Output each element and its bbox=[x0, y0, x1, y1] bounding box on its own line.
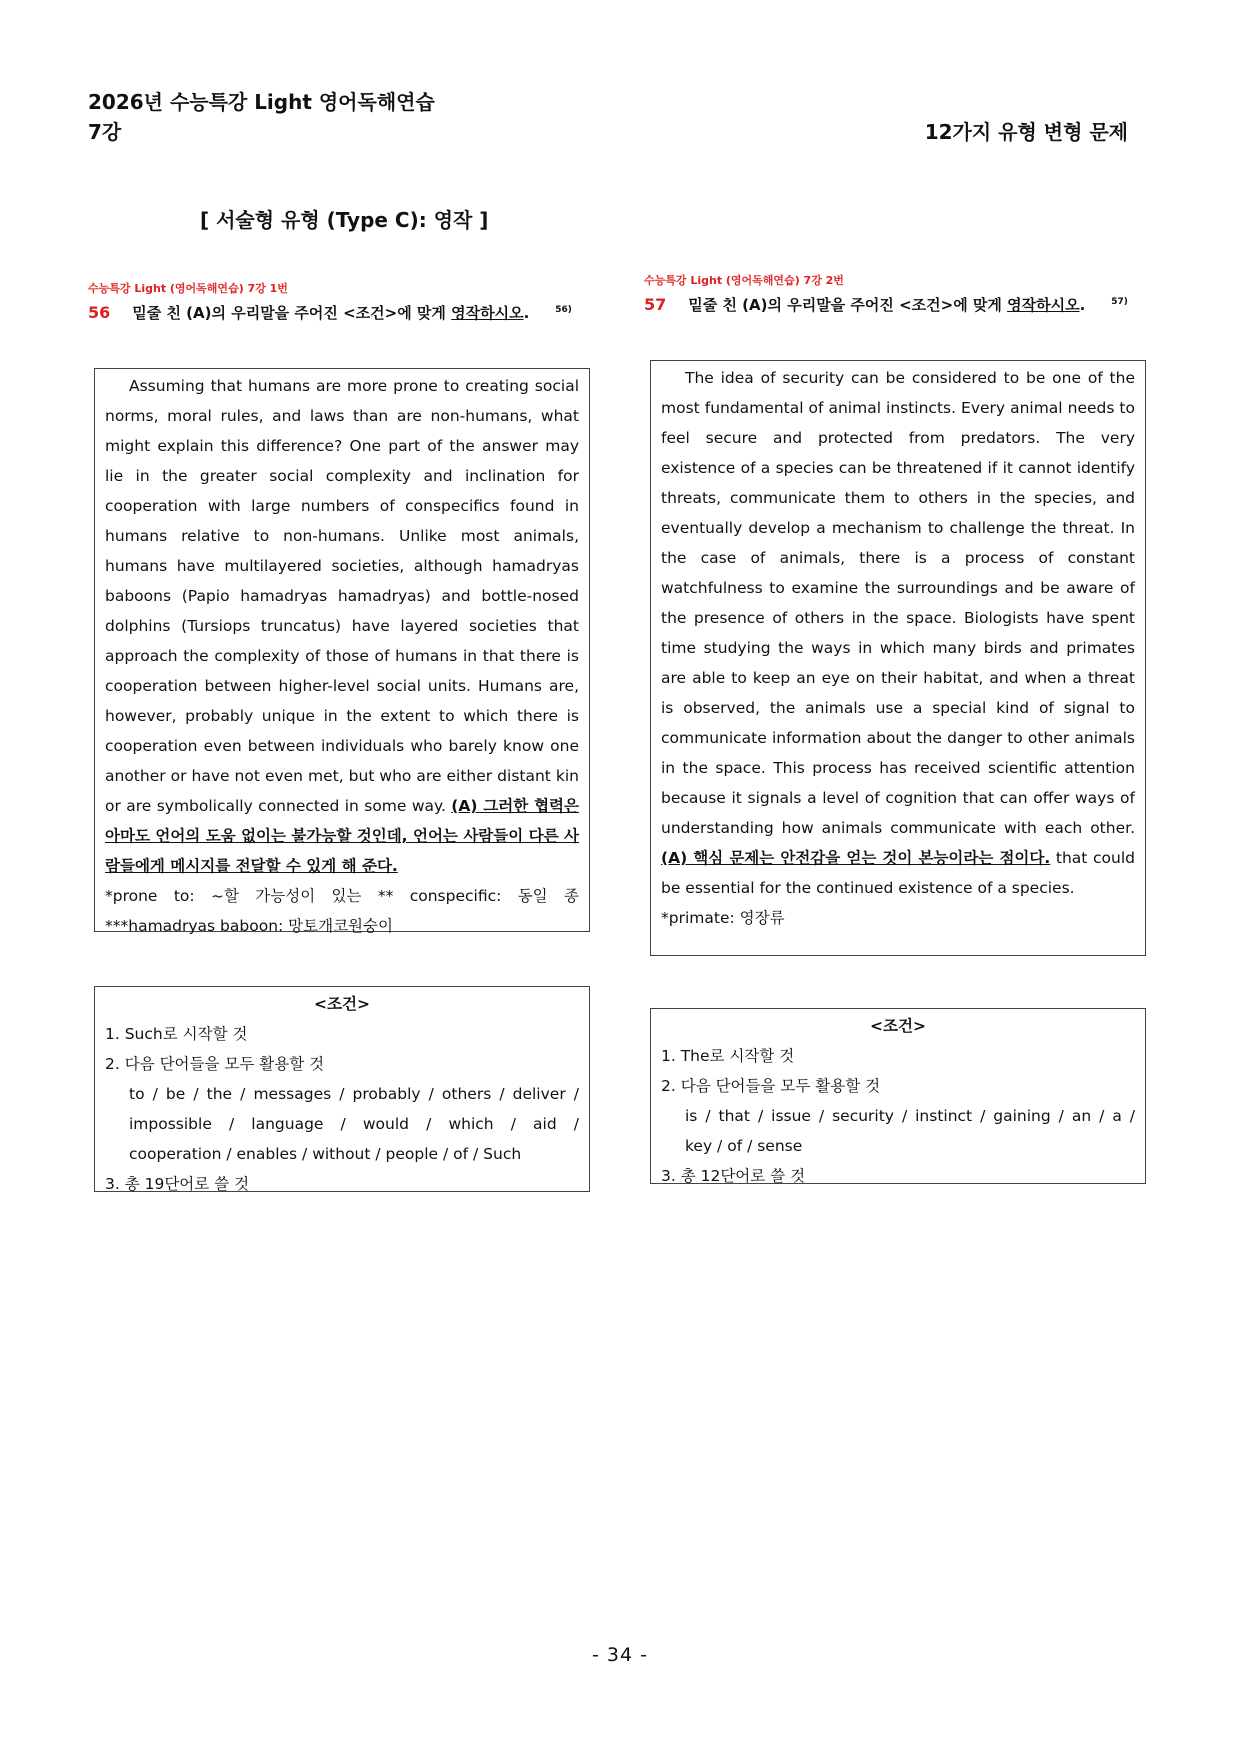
q57-condition-3: 3. 총 12단어로 쓸 것 bbox=[661, 1167, 806, 1185]
q56-word-list-3: cooperation / enables / without / people / of / Such bbox=[129, 1145, 522, 1163]
q56-instruction-underlined: 영작하시오 bbox=[451, 304, 524, 322]
q56-number: 56 bbox=[88, 303, 111, 322]
q56-passage-box bbox=[94, 368, 590, 935]
q56-gloss-2: ***hamadryas baboon: 망토개코원숭이 bbox=[105, 917, 393, 935]
q57-instruction-text: 밑줄 친 (A)의 우리말을 주어진 <조건>에 맞게 bbox=[688, 296, 1008, 314]
q57-instruction-underlined: 영작하시오 bbox=[1007, 296, 1080, 314]
page-number: - 34 - bbox=[592, 1644, 648, 1666]
q57-passage-underlined: (A) 핵심 문제는 안전감을 얻는 것이 본능이라는 점이다. bbox=[661, 849, 1051, 867]
q57-instruction-end: . bbox=[1079, 296, 1086, 314]
q56-footnote: 56) bbox=[555, 305, 572, 315]
q56-conditions-box bbox=[94, 986, 590, 1192]
q56-conditions-title: <조건> bbox=[314, 995, 370, 1013]
q56-instruction bbox=[88, 302, 572, 323]
q57-gloss-1: *primate: 영장류 bbox=[661, 909, 785, 927]
q56-instruction-text: 밑줄 친 (A)의 우리말을 주어진 <조건>에 맞게 bbox=[132, 304, 452, 322]
q57-conditions-title: <조건> bbox=[870, 1017, 926, 1035]
document-subtitle: 12가지 유형 변형 문제 bbox=[924, 120, 1128, 144]
q56-word-list-2: impossible / language / would / which / aid / bbox=[129, 1115, 579, 1133]
q57-passage-box bbox=[650, 360, 1146, 956]
document-title: 2026년 수능특강 Light 영어독해연습 bbox=[88, 90, 435, 114]
q57-instruction bbox=[644, 294, 1128, 315]
lesson-number: 7강 bbox=[88, 120, 122, 144]
q56-source: 수능특강 Light (영어독해연습) 7강 1번 bbox=[88, 282, 288, 295]
q57-condition-2: 2. 다음 단어들을 모두 활용할 것 bbox=[661, 1077, 881, 1095]
q57-condition-1: 1. The로 시작할 것 bbox=[661, 1047, 795, 1065]
q57-footnote: 57) bbox=[1111, 297, 1128, 307]
q56-word-list-1: to / be / the / messages / probably / others / deliver / bbox=[129, 1085, 579, 1103]
q56-gloss-1: *prone to: ~할 가능성이 있는 ** conspecific: 동일 종 bbox=[105, 887, 579, 905]
q57-source: 수능특강 Light (영어독해연습) 7강 2번 bbox=[644, 274, 844, 287]
q56-instruction-end: . bbox=[523, 304, 530, 322]
q57-passage-tail: that could be essential for the continued existence of a species. bbox=[661, 849, 1135, 897]
q57-passage-text: The idea of security can be considered to be one of the most fundamental of animal instincts. Every animal needs to feel secure and protected from predators. The very existence of a species can be threatened if it cannot identify threats, communicate them to others in the species, and eventually develop a mechanism to challenge the threat. In the case of animals, there is a process of constant watchfulness to examine the surroundings and be aware of the presence of others in the space. Biologists have spent time studying the ways in which many birds and primates are able to keep an eye on their habitat, and when a threat is observed, the animals use a special kind of signal to communicate information about the danger to other animals in the space. This process has received scientific attention because it signals a level of cognition that can offer ways of understanding how animals communicate with each other. bbox=[661, 369, 1135, 837]
q57-word-list-1: is / that / issue / security / instinct / gaining / an / a / bbox=[685, 1107, 1135, 1125]
q57-conditions-box bbox=[650, 1008, 1146, 1184]
section-title: [ 서술형 유형 (Type C): 영작 ] bbox=[200, 208, 489, 232]
q56-condition-1: 1. Such로 시작할 것 bbox=[105, 1025, 248, 1043]
q56-passage-underlined: (A) 그러한 협력은 아마도 언어의 도움 없이는 불가능할 것인데, 언어는 사람들이 다른 사람들에게 메시지를 전달할 수 있게 해 준다. bbox=[105, 797, 579, 875]
q57-word-list-2: key / of / sense bbox=[685, 1137, 803, 1155]
q56-condition-2: 2. 다음 단어들을 모두 활용할 것 bbox=[105, 1055, 325, 1073]
q56-passage-text: Assuming that humans are more prone to creating social norms, moral rules, and laws than are non-humans, what might explain this difference? One part of the answer may lie in the greater social complexity and inclination for cooperation with large numbers of conspecifics found in humans relative to non-humans. Unlike most animals, humans have multilayered societies, although hamadryas baboons (Papio hamadryas hamadryas) and bottle-nosed dolphins (Tursiops truncatus) have layered societies that approach the complexity of those of humans in that there is cooperation between higher-level social units. Humans are, however, probably unique in the extent to which there is cooperation even between individuals who barely know one another or have not even met, but who are either distant kin or are symbolically connected in some way. bbox=[105, 377, 579, 815]
q57-number: 57 bbox=[644, 295, 667, 314]
q56-condition-3: 3. 총 19단어로 쓸 것 bbox=[105, 1175, 250, 1193]
